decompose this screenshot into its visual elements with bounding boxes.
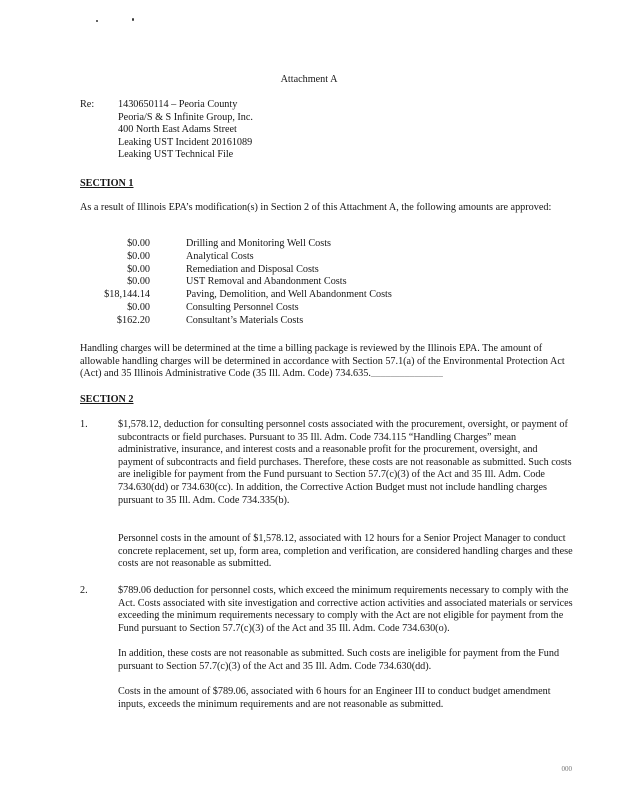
scan-speck [132,18,134,21]
amount-row [80,251,392,264]
re-block [118,99,253,162]
item-paragraph: $1,578.12, deduction for consulting personnel costs associated with the procurement, oversight, or payment of subcontracts or field purchases. Pursuant to 35 Ill. Adm. Code 734.115 “Handling Charges” mean administrative, insurance, and interest costs and a reasonable profit for the procurement, oversight, and payment of subcontracts and field purchases. Therefore, these costs are not reasonable as submitted. Such costs are ineligible for payment from the Fund pursuant to Section 57.7(c)(3) of the Act and 35 Ill. Adm. Code 734.630(dd) or 734.630(cc). In addition, the Corrective Action Budget must not include handling charges pursuant to 35 Ill. Adm. Code 734.335(b). [118,419,572,506]
item-paragraph: In addition, these costs are not reasonable as submitted. Such costs are ineligible for payment from the Fund pursuant to Section 57.7(c)(3) of the Act and 35 Ill. Adm. Code 734.630(dd). [118,648,560,672]
amount-row [80,289,392,302]
amount-row [80,238,392,251]
amount-label: Paving, Demolition, and Well Abandonment Costs [186,289,392,301]
item-paragraph: $789.06 deduction for personnel costs, which exceed the minimum requirements necessary to comply with the Act. Costs associated with site investigation and corrective action activities and associated materials or services exceeding the minimum requirements necessary to comply with the Act are not eligible for payment from the Fund pursuant to Section 57.7(c)(3) of the Act and 35 Ill. Adm. Code 734.630(o). [118,585,573,634]
item-number: 2. [80,585,88,596]
handling-text: Handling charges will be determined at the time a billing package is reviewed by the Illinois EPA. The amount of allowable handling charges will be determined in accordance with Section 57.1(a) of the Environmental Protection Act (Act) and 35 Illinois Administrative Code (35 Ill. Adm. Code) 734.635. [80,343,565,380]
amount-label: Remediation and Disposal Costs [186,263,319,275]
amount-label: Analytical Costs [186,250,254,262]
re-line: 1430650114 – Peoria County [118,99,238,110]
amount-row [80,264,392,277]
amount-value: $0.00 [127,263,150,275]
amount-label: Consultant’s Materials Costs [186,314,304,326]
amount-row [80,302,392,315]
amount-value: $0.00 [127,238,150,249]
amount-value: $18,144.14 [104,289,150,301]
amount-label: Consulting Personnel Costs [186,301,299,313]
re-line: Leaking UST Technical File [118,149,234,161]
handling-charges-paragraph [80,343,574,382]
re-line: Leaking UST Incident 20161089 [118,136,253,148]
item-paragraph: Costs in the amount of $789.06, associated with 6 hours for an Engineer III to conduct budget amendment inputs, exceeds the minimum requirements and are not reasonable as submitted. [118,686,551,710]
re-line: 400 North East Adams Street [118,124,237,136]
section-1-intro: As a result of Illinois EPA’s modification(s) in Section 2 of this Attachment A, the following amounts are approved: [80,202,552,213]
amount-row [80,276,392,289]
amount-value: $0.00 [127,276,150,288]
amount-label: Drilling and Monitoring Well Costs [186,238,332,249]
scan-speck [96,20,98,22]
amount-label: UST Removal and Abandonment Costs [186,276,347,288]
section-2-heading: SECTION 2 [80,394,134,405]
handling-fill-line: _______________ [370,370,443,380]
amount-value: $162.20 [116,314,150,326]
approved-amounts-list [80,238,392,328]
item-number: 1. [80,419,88,430]
amount-row [80,315,392,328]
page-stamp: 000 [561,765,572,773]
document-title: Attachment A [280,74,338,85]
item-paragraph: Personnel costs in the amount of $1,578.12, associated with 12 hours for a Senior Project Manager to conduct concrete replacement, set up, form area, completion and verification, are considered handling charges and these costs are not reasonable as submitted. [118,533,573,570]
amount-value: $0.00 [127,250,150,262]
section-1-heading: SECTION 1 [80,178,134,189]
re-label: Re: [80,99,95,110]
amount-value: $0.00 [127,301,150,313]
re-line: Peoria/S & S Infinite Group, Inc. [118,111,253,123]
